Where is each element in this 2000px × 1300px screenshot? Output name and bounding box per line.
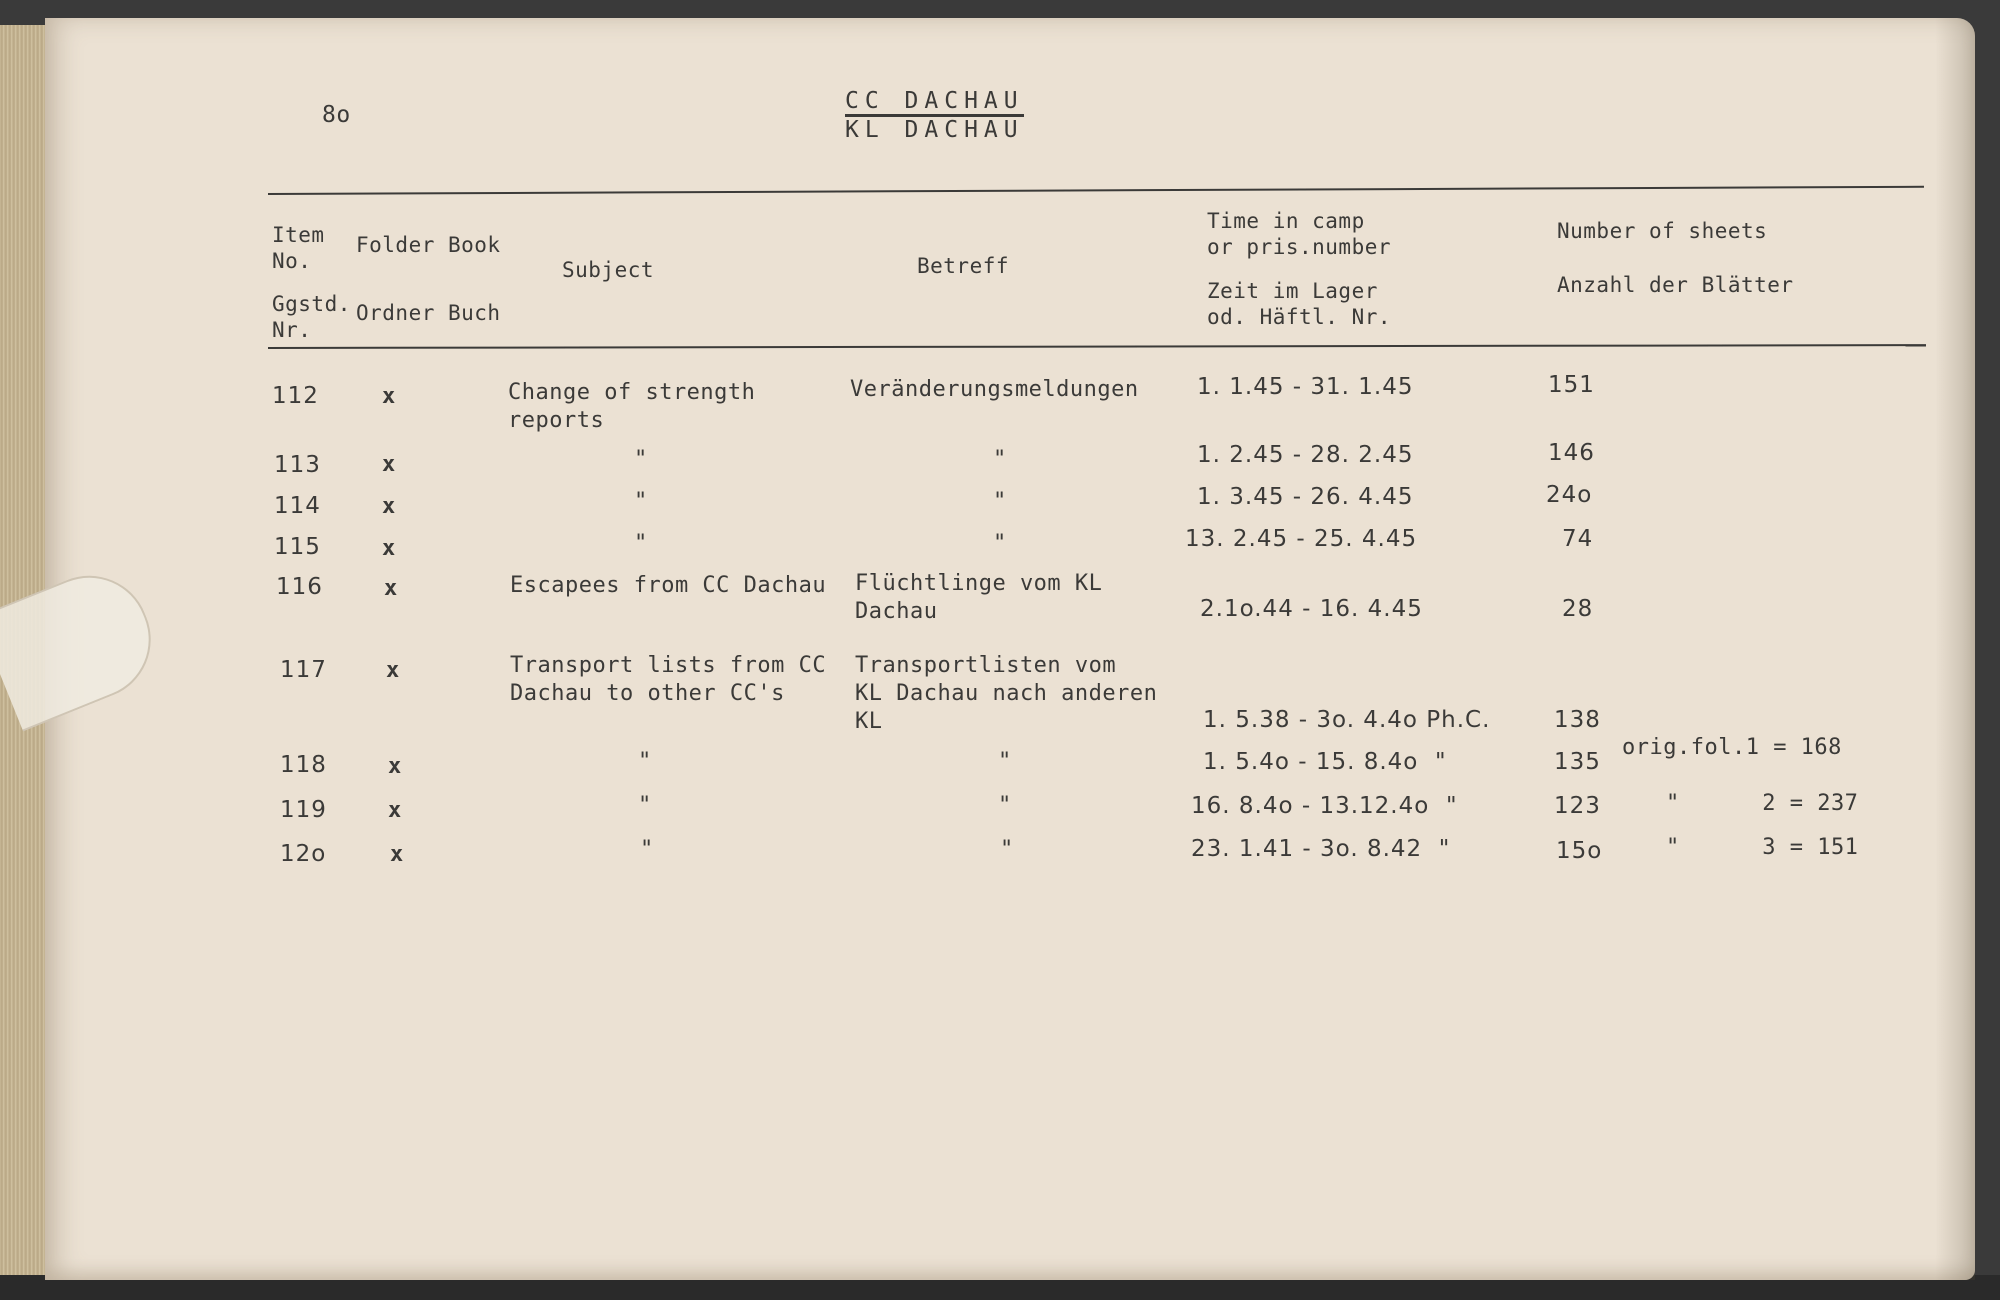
row-114-sheets: 24o: [1546, 482, 1593, 508]
row-120-subject: ": [640, 837, 654, 862]
row-120-betreff: ": [1000, 837, 1014, 862]
row-112-betreff: Veränderungsmeldungen: [850, 377, 1139, 402]
row-116-time: 2.1o.44 - 16. 4.45: [1200, 596, 1423, 622]
row-118-item: 118: [280, 752, 327, 778]
header-number-of-sheets: Number of sheets: [1557, 219, 1768, 243]
row-113-folder: x: [382, 452, 396, 477]
row-120-sheets: 15o: [1556, 838, 1603, 864]
header-item-no: Item No.: [272, 223, 325, 273]
row-117-folder: x: [386, 658, 400, 683]
page-curl-shadow: [1935, 18, 1975, 1280]
row-120-time: 23. 1.41 - 3o. 8.42 ": [1191, 836, 1451, 862]
row-114-subject: ": [634, 489, 648, 514]
row-113-sheets: 146: [1548, 440, 1595, 466]
row-119-sheets: 123: [1554, 793, 1601, 819]
header-subject: Subject: [562, 258, 655, 282]
header-ggstd-nr: Ggstd. Nr.: [272, 292, 351, 342]
row-116-subject: Escapees from CC Dachau: [510, 573, 827, 598]
row-120-note: " 3 = 151: [1666, 835, 1859, 860]
row-114-betreff: ": [993, 489, 1007, 514]
row-112-time: 1. 1.45 - 31. 1.45: [1197, 374, 1414, 400]
row-118-sheets: 135: [1554, 749, 1601, 775]
header-time-in-camp: Time in camp or pris.number: [1207, 209, 1392, 259]
row-113-betreff: ": [993, 447, 1007, 472]
row-115-betreff: ": [993, 531, 1007, 556]
row-115-time: 13. 2.45 - 25. 4.45: [1185, 526, 1418, 552]
row-114-item: 114: [274, 493, 321, 519]
title-english: CC DACHAU: [845, 88, 1024, 114]
header-anzahl-der-blaetter: Anzahl der Blätter: [1557, 273, 1794, 297]
row-113-time: 1. 2.45 - 28. 2.45: [1197, 442, 1414, 468]
header-ordner-buch: Ordner Buch: [356, 301, 501, 325]
row-115-folder: x: [382, 536, 396, 561]
row-119-betreff: ": [998, 793, 1012, 818]
row-120-folder: x: [390, 842, 404, 867]
header-folder-book: Folder Book: [356, 233, 501, 257]
row-117-sheets: 138: [1554, 707, 1601, 733]
row-112-folder: x: [382, 384, 396, 409]
row-112-subject: Change of strength reports: [508, 380, 756, 433]
row-112-item: 112: [272, 383, 319, 409]
row-118-subject: ": [638, 749, 652, 774]
row-118-time: 1. 5.4o - 15. 8.4o ": [1203, 749, 1447, 775]
row-114-time: 1. 3.45 - 26. 4.45: [1197, 484, 1414, 510]
row-116-item: 116: [276, 574, 323, 600]
row-118-folder: x: [388, 754, 402, 779]
row-116-betreff: Flüchtlinge vom KL Dachau: [855, 571, 1103, 624]
row-119-note: " 2 = 237: [1666, 791, 1859, 816]
row-114-folder: x: [382, 494, 396, 519]
row-118-betreff: ": [998, 749, 1012, 774]
title-german: KL DACHAU: [845, 117, 1024, 143]
row-116-folder: x: [384, 576, 398, 601]
row-117-time: 1. 5.38 - 3o. 4.4o Ph.C.: [1203, 707, 1491, 733]
row-119-item: 119: [280, 797, 327, 823]
row-113-item: 113: [274, 452, 321, 478]
header-zeit-im-lager: Zeit im Lager od. Häftl. Nr.: [1207, 279, 1392, 329]
row-120-item: 12o: [280, 841, 327, 867]
row-117-subject: Transport lists from CC Dachau to other CC's: [510, 653, 827, 706]
row-119-time: 16. 8.4o - 13.12.4o ": [1191, 793, 1458, 819]
row-119-folder: x: [388, 798, 402, 823]
row-117-betreff: Transportlisten vom KL Dachau nach anderen KL: [855, 653, 1158, 734]
header-betreff: Betreff: [917, 254, 1010, 278]
page-number: 8o: [322, 102, 351, 128]
document-page: [45, 18, 1975, 1280]
row-118-note: orig.fol.1 = 168: [1622, 735, 1842, 760]
row-112-sheets: 151: [1548, 372, 1595, 398]
row-115-item: 115: [274, 534, 321, 560]
row-116-sheets: 28: [1562, 596, 1594, 622]
row-113-subject: ": [634, 447, 648, 472]
row-117-item: 117: [280, 657, 327, 683]
row-115-subject: ": [634, 531, 648, 556]
row-115-sheets: 74: [1562, 526, 1594, 552]
row-119-subject: ": [638, 793, 652, 818]
